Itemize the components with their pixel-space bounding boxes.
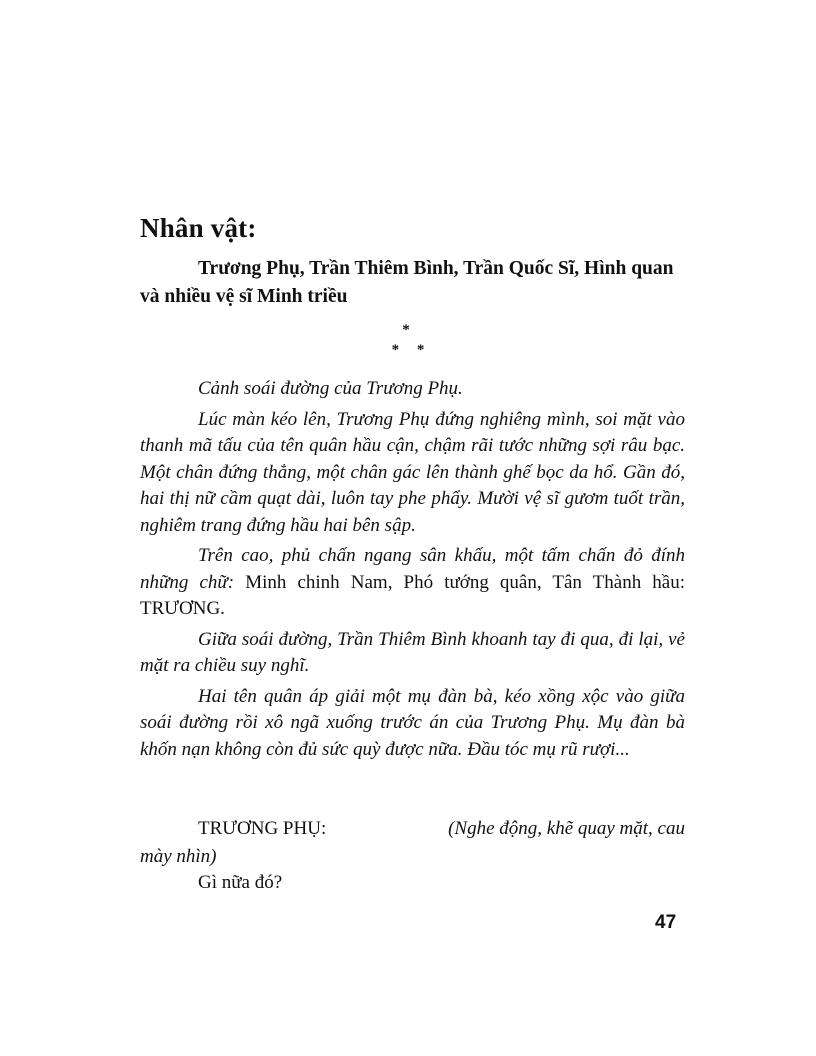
dialogue-header: [140, 815, 685, 843]
page-number: 47: [655, 912, 677, 933]
stage-direction-paragraph: [140, 376, 685, 403]
section-separator-bottom: * *: [391, 342, 425, 358]
paragraph-italic-text: Cảnh soái đường của Trương Phụ.: [198, 378, 463, 399]
paragraph-italic-text: Giữa soái đường, Trần Thiêm Bình khoanh tay đi qua, đi lại, vẻ mặt ra chiều suy nghĩ.: [140, 628, 685, 676]
stage-direction-paragraph: [140, 684, 685, 764]
cast-list: Trương Phụ, Trần Thiêm Bình, Trần Quốc Sĩ, Hình quan và nhiều vệ sĩ Minh triều: [140, 258, 674, 307]
paragraph-italic-text: Lúc màn kéo lên, Trương Phụ đứng nghiêng mình, soi mặt vào thanh mã tấu của tên quân hầu cận, chậm rãi tước những sợi râu bạc. Một chân đứng thẳng, một chân gác lên thành ghế bọc da hổ. Gần đó, hai thị nữ cầm quạt dài, luôn tay phe phẩy. Mười vệ sĩ gươm tuốt trần, nghiêm trang đứng hầu hai bên sập.: [140, 408, 685, 536]
dialogue-line: Gì nữa đó?: [198, 872, 283, 893]
paragraph-italic-text: Trên cao, phủ chấn ngang sân khấu, một tấm chấn đỏ đính những chữ:: [140, 545, 685, 593]
acting-direction: (Nghe động, khẽ quay mặt, cau: [448, 818, 685, 839]
stage-direction-paragraph: [140, 407, 685, 540]
paragraph-normal-text: Minh chinh Nam, Phó tướng quân, Tân Thành hầu: TRƯƠNG.: [140, 571, 685, 619]
stage-direction-paragraph: [140, 627, 685, 680]
acting-direction-continued: mày nhìn): [140, 846, 217, 867]
section-separator-top: *: [402, 322, 410, 338]
dialogue-block: [140, 815, 685, 871]
stage-direction-paragraph: [140, 543, 685, 623]
paragraph-italic-text: Hai tên quân áp giải một mụ đàn bà, kéo xồng xộc vào giữa soái đường rồi xô ngã xuống trước án của Trương Phụ. Mụ đàn bà khốn nạn không còn đủ sức quỳ được nữa. Đầu tóc mụ rũ rượi...: [140, 685, 685, 760]
speaker-name: TRƯƠNG PHỤ:: [198, 818, 327, 839]
characters-heading: Nhân vật:: [140, 213, 257, 243]
stage-directions: [140, 376, 685, 763]
